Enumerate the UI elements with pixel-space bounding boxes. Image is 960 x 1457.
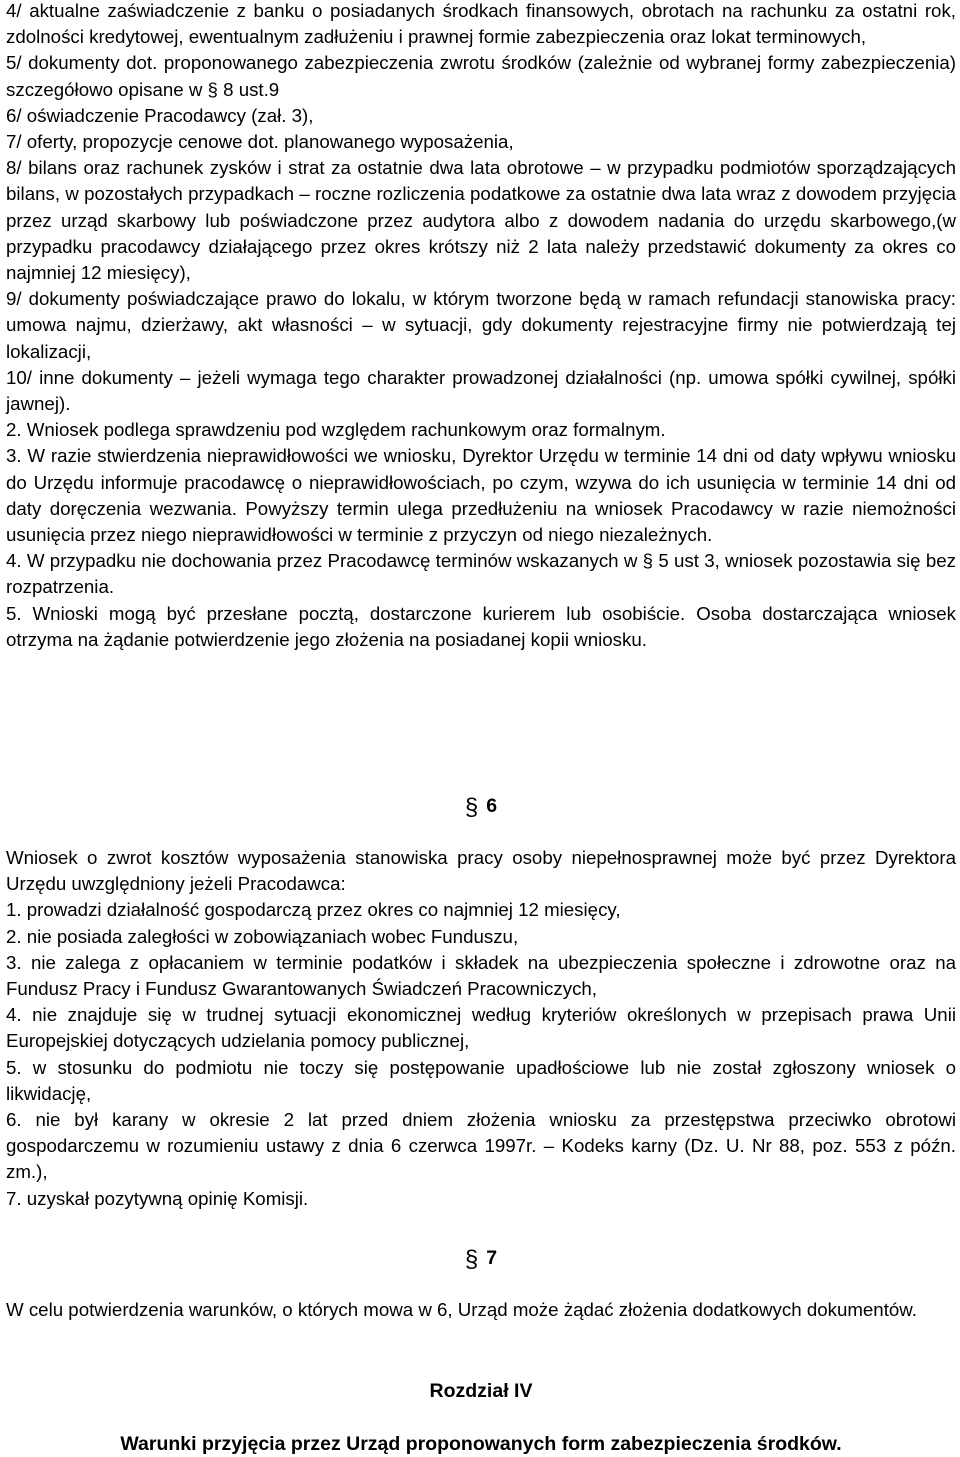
- section-number: 7: [486, 1247, 498, 1269]
- section-7-body: [6, 1297, 956, 1323]
- paragraph: W celu potwierdzenia warunków, o których mowa w 6, Urząd może żądać złożenia dodatkowych dokumentów.: [6, 1299, 917, 1320]
- paragraph: 7/ oferty, propozycje cenowe dot. planowanego wyposażenia,: [6, 131, 514, 153]
- list-item: 2. nie posiada zaległości w zobowiązaniach wobec Funduszu,: [6, 925, 519, 947]
- list-item: 4. nie znajduje się w trudnej sytuacji ekonomicznej według kryteriów określonych w przepisach prawa Unii Europejskiej dotyczących udzielania pomocy publicznej,: [6, 1004, 956, 1052]
- paragraph: Wniosek o zwrot kosztów wyposażenia stanowiska pracy osoby niepełnosprawnej może być przez Dyrektora Urzędu uwzględniony jeżeli Pracodawca:: [6, 847, 956, 895]
- paragraph: 5. Wnioski mogą być przesłane pocztą, dostarczone kurierem lub osobiście. Osoba dostarczająca wniosek otrzyma na żądanie potwierdzenie jego złożenia na posiadanej kopii wniosku.: [6, 602, 956, 650]
- section-6-body: [6, 845, 956, 1212]
- section-symbol: §: [464, 794, 479, 821]
- chapter-subtitle: Warunki przyjęcia przez Urząd proponowanych form zabezpieczenia środków.: [120, 1433, 842, 1455]
- list-item: 5. w stosunku do podmiotu nie toczy się postępowanie upadłościowe lub nie został zgłoszony wniosek o likwidację,: [6, 1056, 956, 1104]
- section-6-heading: [6, 792, 956, 819]
- section-number: 6: [486, 795, 498, 817]
- requirements-list: [6, 0, 956, 653]
- paragraph: 3. W razie stwierdzenia nieprawidłowości we wniosku, Dyrektor Urzędu w terminie 14 dni od daty wpływu wniosku do Urzędu informuje pracodawcę o nieprawidłowościach, po czym, wzywa do ich usunięcia w terminie 14 dni od daty doręczenia wezwania. Powyższy termin ulega przedłużeniu na wniosek Pracodawcy w razie niemożności usunięcia przez niego nieprawidłowości w terminie z przyczyn od niego niezależnych.: [6, 445, 956, 546]
- paragraph: 9/ dokumenty poświadczające prawo do lokalu, w którym tworzone będą w ramach refundacji stanowiska pracy: umowa najmu, dzierżawy, akt własności – w sytuacji, gdy dokumenty rejestracyjne firmy nie potwierdzają tej lokalizacji,: [6, 288, 956, 362]
- paragraph: 5/ dokumenty dot. proponowanego zabezpieczenia zwrotu środków (zależnie od wybranej formy zabezpieczenia) szczegółowo opisane w § 8 ust.9: [6, 52, 956, 100]
- list-item: 7. uzyskał pozytywną opinię Komisji.: [6, 1187, 309, 1209]
- list-item: 6. nie był karany w okresie 2 lat przed dniem złożenia wniosku za przestępstwa przeciwko obrotowi gospodarczemu w rozumieniu ustawy z dnia 6 czerwca 1997r. – Kodeks karny (Dz. U. Nr 88, poz. 553 z późn. zm.),: [6, 1109, 956, 1183]
- paragraph: 10/ inne dokumenty – jeżeli wymaga tego charakter prowadzonej działalności (np. umowa spółki cywilnej, spółki jawnej).: [6, 366, 956, 415]
- paragraph: 8/ bilans oraz rachunek zysków i strat za ostatnie dwa lata obrotowe – w przypadku podmiotów sporządzających bilans, w pozostałych przypadkach – roczne rozliczenia podatkowe za ostatnie dwa lata wraz z dowodem przyjęcia przez urząd skarbowy lub poświadczone przez audytora albo z dowodem nadania do urzędu skarbowego,(w przypadku pracodawcy działającego przez okres krótszy niż 2 lata należy przedstawić dokumenty za okres co najmniej 12 miesięcy),: [6, 157, 956, 284]
- section-symbol: §: [464, 1246, 479, 1273]
- paragraph: 2. Wniosek podlega sprawdzeniu pod względem rachunkowym oraz formalnym.: [6, 419, 666, 441]
- list-item: 3. nie zalega z opłacaniem w terminie podatków i składek na ubezpieczenia społeczne i zdrowotne oraz na Fundusz Pracy i Fundusz Gwarantowanych Świadczeń Pracowniczych,: [6, 951, 956, 1000]
- paragraph: 4/ aktualne zaświadczenie z banku o posiadanych środkach finansowych, obrotach na rachunku za ostatni rok, zdolności kredytowej, ewentualnym zadłużeniu i prawnej formie zabezpieczenia oraz lokat terminowych,: [6, 0, 956, 48]
- paragraph: 4. W przypadku nie dochowania przez Pracodawcę terminów wskazanych w § 5 ust 3, wniosek pozostawia się bez rozpatrzenia.: [6, 550, 956, 598]
- section-7-heading: [6, 1244, 956, 1271]
- list-item: 1. prowadzi działalność gospodarczą przez okres co najmniej 12 miesięcy,: [6, 899, 621, 921]
- paragraph: 6/ oświadczenie Pracodawcy (zał. 3),: [6, 104, 314, 126]
- chapter-title: Rozdział IV: [429, 1380, 533, 1402]
